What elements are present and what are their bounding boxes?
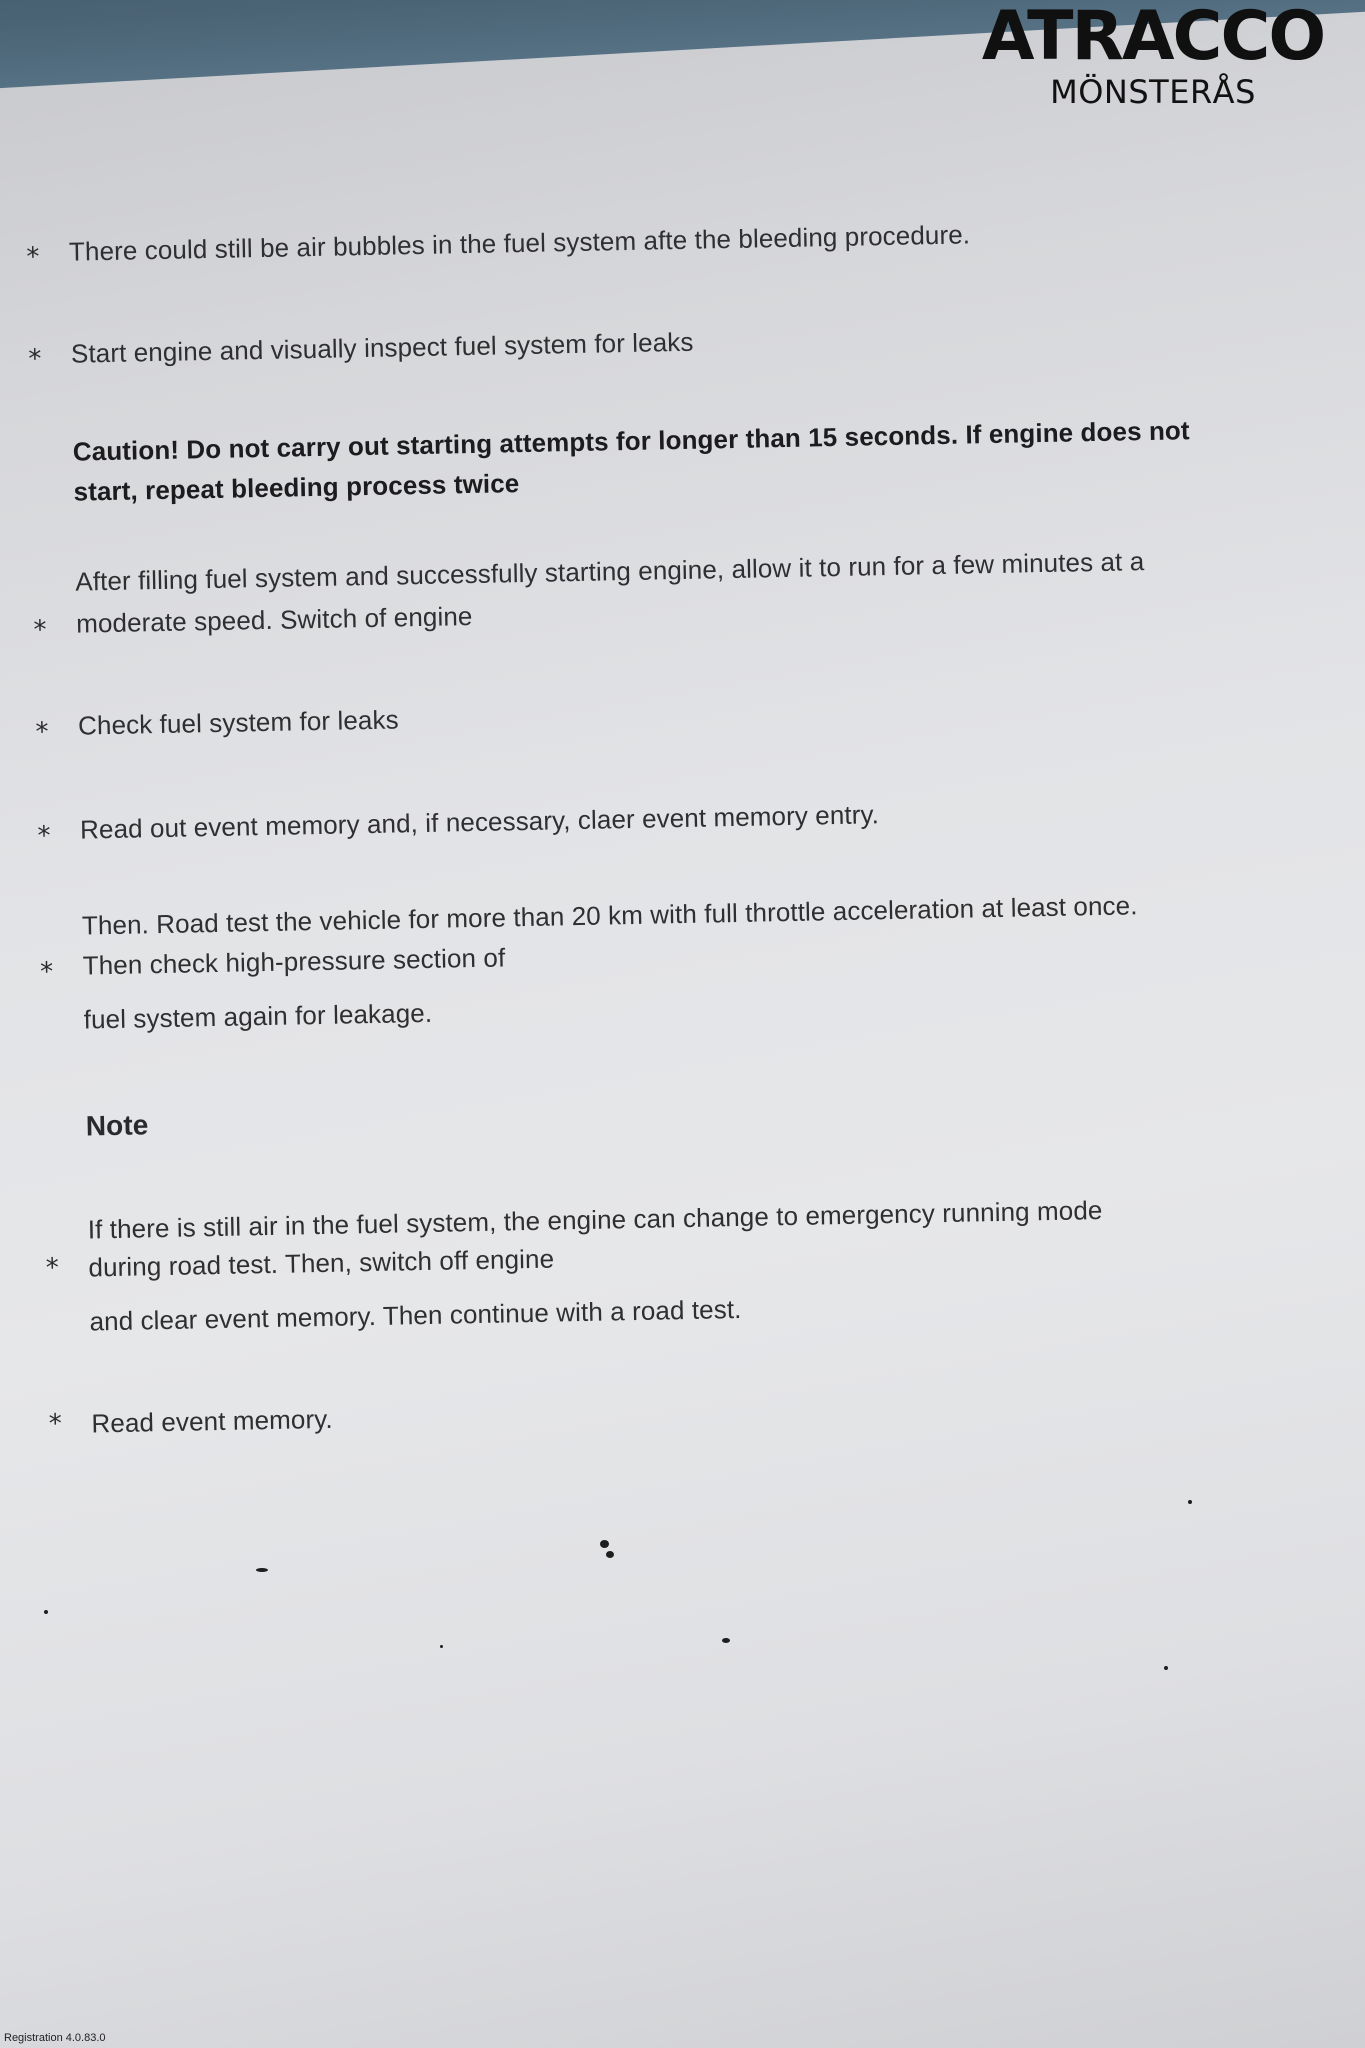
bullet-marker: * [26,344,44,375]
dust-speck [1188,1500,1192,1504]
text-line: fuel system again for leakage. [83,997,433,1035]
dust-speck [44,1610,48,1614]
text-line: and clear event memory. Then continue with a road test. [89,1293,742,1337]
text-line: There could still be air bubbles in the fuel system afte the bleeding procedure. [68,219,971,267]
bullet-marker: * [47,1409,64,1440]
bullet-marker: * [35,821,53,852]
logo-wordmark: ATRACCO [981,0,1325,76]
note-heading: Note [85,1109,149,1142]
dust-speck [256,1568,268,1572]
text-line: moderate speed. Switch of engine [75,601,473,639]
text-line: Check fuel system for leaks [77,704,399,741]
bullet-marker: * [44,1253,61,1284]
text-line: Start engine and visually inspect fuel system for leaks [70,326,694,369]
caution-text: start, repeat bleeding process twice [73,468,520,507]
text-line: Then. Road test the vehicle for more than 20 km with full throttle acceleration at least once. [81,890,1138,941]
logo-subtitle: MÖNSTERÅS [1050,73,1256,111]
text-line: during road test. Then, switch off engine [88,1243,555,1283]
dust-speck [722,1638,730,1643]
bullet-marker: * [31,615,49,646]
text-line: Read out event memory and, if necessary, claer event memory entry. [79,799,880,845]
bullet-marker: * [38,957,55,988]
text-line: Read event memory. [91,1403,333,1439]
text-line: If there is still air in the fuel system, the engine can change to emergency running mode [87,1195,1103,1245]
bullet-marker: * [33,717,51,748]
atracco-logo [953,0,1353,110]
caution-text: Caution! Do not carry out starting attempts for longer than 15 seconds. If engine does not [72,415,1190,467]
dust-speck [1164,1666,1168,1670]
bullet-marker: * [24,242,42,273]
dust-speck [606,1551,614,1558]
text-line: After filling fuel system and successfully starting engine, allow it to run for a few minutes at a [75,546,1145,597]
registration-label: Registration 4.0.83.0 [4,2032,106,2044]
text-line: Then check high-pressure section of [82,942,506,981]
dust-speck [600,1540,609,1548]
dust-speck [440,1645,443,1648]
